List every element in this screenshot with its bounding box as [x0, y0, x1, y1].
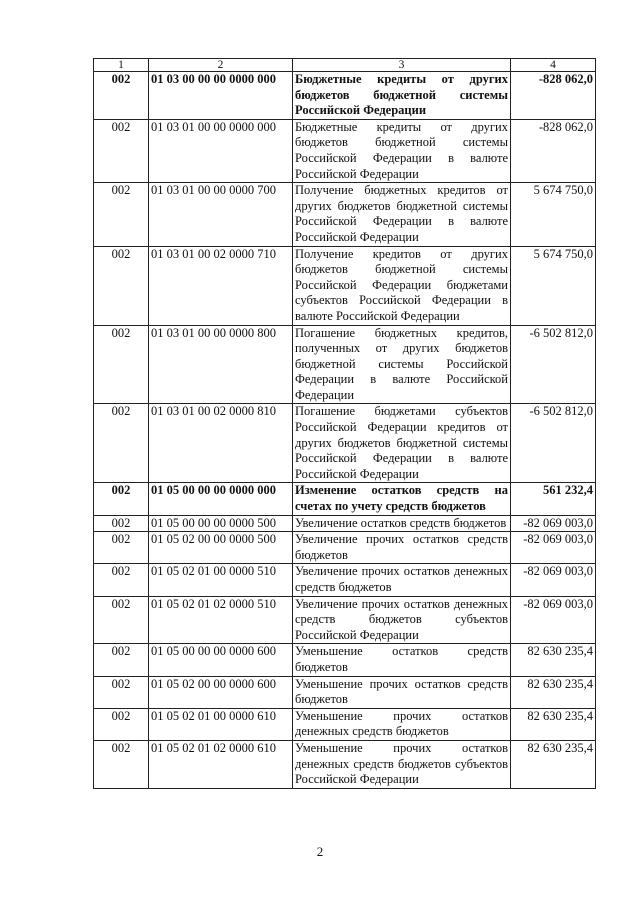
table-row: [94, 119, 596, 182]
source-name-cell: Уменьшение остатков средств бюджетов: [293, 644, 511, 676]
table-row: [94, 483, 596, 515]
admin-code-cell: 002: [94, 644, 149, 676]
column-number-3: 3: [293, 59, 511, 72]
amount-cell: -82 069 003,0: [511, 596, 596, 644]
source-name-cell: Уменьшение прочих остатков денежных средств бюджетов субъектов Российской Федерации: [293, 740, 511, 788]
amount-cell: -82 069 003,0: [511, 515, 596, 532]
amount-cell: 82 630 235,4: [511, 740, 596, 788]
column-number-4: 4: [511, 59, 596, 72]
budget-code-cell: 01 03 01 00 02 0000 710: [149, 246, 293, 325]
table-row: [94, 72, 596, 120]
admin-code-cell: 002: [94, 740, 149, 788]
budget-code-cell: 01 03 01 00 00 0000 000: [149, 119, 293, 182]
amount-cell: 5 674 750,0: [511, 183, 596, 246]
amount-cell: -828 062,0: [511, 119, 596, 182]
table-row: [94, 404, 596, 483]
admin-code-cell: 002: [94, 325, 149, 404]
budget-code-cell: 01 05 02 01 00 0000 510: [149, 564, 293, 596]
table-row: [94, 325, 596, 404]
admin-code-cell: 002: [94, 676, 149, 708]
budget-code-cell: 01 05 02 01 02 0000 510: [149, 596, 293, 644]
source-name-cell: Увеличение прочих остатков денежных средств бюджетов: [293, 564, 511, 596]
amount-cell: -828 062,0: [511, 72, 596, 120]
admin-code-cell: 002: [94, 483, 149, 515]
table-row: [94, 564, 596, 596]
source-name-cell: Получение кредитов от других бюджетов бюджетной системы Российской Федерации бюджетами субъектов Российской Федерации в валюте Российской Федерации: [293, 246, 511, 325]
amount-cell: -6 502 812,0: [511, 325, 596, 404]
budget-code-cell: 01 05 00 00 00 0000 600: [149, 644, 293, 676]
budget-code-cell: 01 05 02 00 00 0000 500: [149, 532, 293, 564]
amount-cell: 82 630 235,4: [511, 644, 596, 676]
table-row: [94, 183, 596, 246]
table-row: [94, 676, 596, 708]
admin-code-cell: 002: [94, 404, 149, 483]
admin-code-cell: 002: [94, 515, 149, 532]
admin-code-cell: 002: [94, 72, 149, 120]
amount-cell: 82 630 235,4: [511, 708, 596, 740]
source-name-cell: Изменение остатков средств на счетах по учету средств бюджетов: [293, 483, 511, 515]
budget-code-cell: 01 05 00 00 00 0000 500: [149, 515, 293, 532]
table-row: [94, 532, 596, 564]
column-number-row: [94, 59, 596, 72]
page-number: 2: [316, 844, 324, 859]
admin-code-cell: 002: [94, 246, 149, 325]
amount-cell: -6 502 812,0: [511, 404, 596, 483]
source-name-cell: Погашение бюджетами субъектов Российской Федерации кредитов от других бюджетов бюджетной системы Российской Федерации в валюте Российской Федерации: [293, 404, 511, 483]
admin-code-cell: 002: [94, 119, 149, 182]
source-name-cell: Увеличение остатков средств бюджетов: [293, 515, 511, 532]
budget-code-cell: 01 03 01 00 02 0000 810: [149, 404, 293, 483]
budget-code-cell: 01 03 00 00 00 0000 000: [149, 72, 293, 120]
table-row: [94, 708, 596, 740]
source-name-cell: Бюджетные кредиты от других бюджетов бюджетной системы Российской Федерации в валюте Российской Федерации: [293, 119, 511, 182]
amount-cell: 5 674 750,0: [511, 246, 596, 325]
admin-code-cell: 002: [94, 596, 149, 644]
source-name-cell: Уменьшение прочих остатков средств бюджетов: [293, 676, 511, 708]
budget-code-cell: 01 05 00 00 00 0000 000: [149, 483, 293, 515]
budget-code-cell: 01 03 01 00 00 0000 800: [149, 325, 293, 404]
amount-cell: 82 630 235,4: [511, 676, 596, 708]
budget-code-cell: 01 05 02 00 00 0000 600: [149, 676, 293, 708]
source-name-cell: Увеличение прочих остатков средств бюджетов: [293, 532, 511, 564]
table-row: [94, 246, 596, 325]
table-row: [94, 596, 596, 644]
budget-code-cell: 01 05 02 01 00 0000 610: [149, 708, 293, 740]
budget-sources-table: [93, 58, 596, 789]
column-number-1: 1: [94, 59, 149, 72]
source-name-cell: Увеличение прочих остатков денежных средств бюджетов субъектов Российской Федерации: [293, 596, 511, 644]
source-name-cell: Бюджетные кредиты от других бюджетов бюджетной системы Российской Федерации: [293, 72, 511, 120]
amount-cell: 561 232,4: [511, 483, 596, 515]
column-number-2: 2: [149, 59, 293, 72]
table-row: [94, 515, 596, 532]
admin-code-cell: 002: [94, 708, 149, 740]
budget-code-cell: 01 03 01 00 00 0000 700: [149, 183, 293, 246]
admin-code-cell: 002: [94, 183, 149, 246]
table-row: [94, 740, 596, 788]
amount-cell: -82 069 003,0: [511, 532, 596, 564]
admin-code-cell: 002: [94, 564, 149, 596]
table-row: [94, 644, 596, 676]
source-name-cell: Уменьшение прочих остатков денежных средств бюджетов: [293, 708, 511, 740]
source-name-cell: Погашение бюджетных кредитов, полученных от других бюджетов бюджетной системы Российской Федерации в валюте Российской Федерации: [293, 325, 511, 404]
budget-code-cell: 01 05 02 01 02 0000 610: [149, 740, 293, 788]
admin-code-cell: 002: [94, 532, 149, 564]
source-name-cell: Получение бюджетных кредитов от других бюджетов бюджетной системы Российской Федерации в валюте Российской Федерации: [293, 183, 511, 246]
amount-cell: -82 069 003,0: [511, 564, 596, 596]
